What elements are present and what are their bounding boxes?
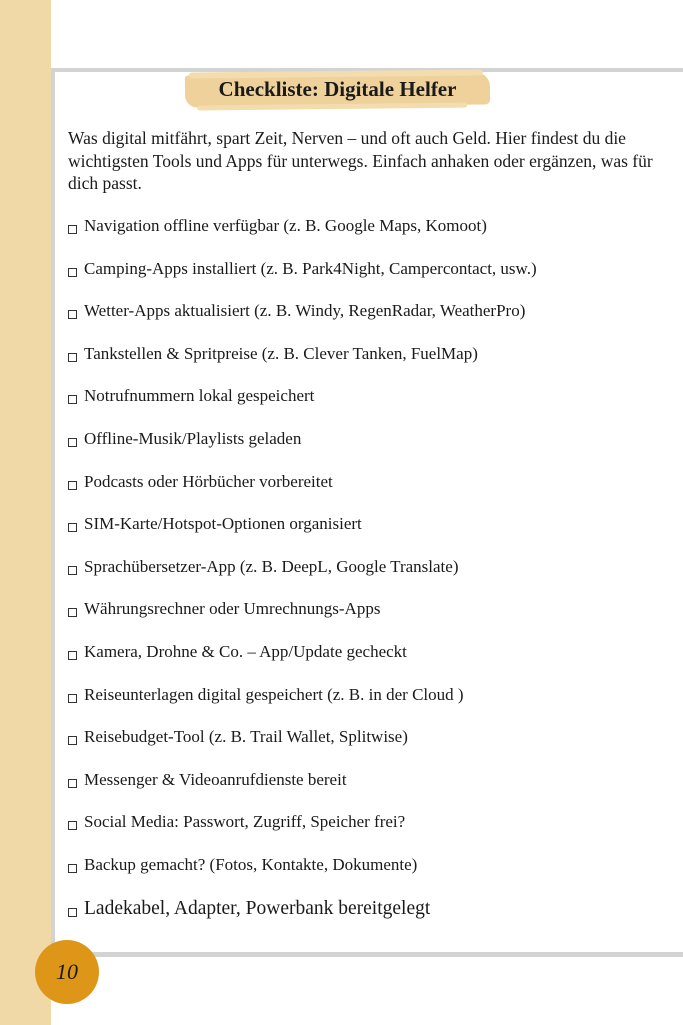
checklist-item-label: Reisebudget-Tool (z. B. Trail Wallet, Splitwise) <box>84 727 408 747</box>
checkbox-icon[interactable] <box>68 864 77 873</box>
checklist-item-label: Messenger & Videoanrufdienste bereit <box>84 769 347 789</box>
title-banner <box>185 70 490 110</box>
checkbox-icon[interactable] <box>68 608 77 617</box>
checklist-item-label: Camping-Apps installiert (z. B. Park4Night, Campercontact, usw.) <box>84 258 537 278</box>
checklist-item[interactable] <box>68 555 678 598</box>
checkbox-icon[interactable] <box>68 821 77 830</box>
checkbox-icon[interactable] <box>68 908 77 917</box>
checkbox-icon[interactable] <box>68 779 77 788</box>
checklist-item-label: Kamera, Drohne & Co. – App/Update gecheckt <box>84 641 407 661</box>
checkbox-icon[interactable] <box>68 395 77 404</box>
checkbox-icon[interactable] <box>68 736 77 745</box>
checklist-item-label: Währungsrechner oder Umrechnungs-Apps <box>84 599 381 619</box>
checklist-item-label: Podcasts oder Hörbücher vorbereitet <box>84 471 333 491</box>
page-number-badge <box>35 940 99 1004</box>
checklist-item[interactable] <box>68 640 678 683</box>
checkbox-icon[interactable] <box>68 353 77 362</box>
checklist-item[interactable] <box>68 214 678 257</box>
checklist-item-label: Notrufnummern lokal gespeichert <box>84 386 315 406</box>
checkbox-icon[interactable] <box>68 438 77 447</box>
checkbox-icon[interactable] <box>68 694 77 703</box>
page-number: 10 <box>56 959 78 984</box>
checklist-item-label: Wetter-Apps aktualisiert (z. B. Windy, RegenRadar, WeatherPro) <box>84 301 526 321</box>
checklist-item[interactable] <box>68 853 678 896</box>
checklist-item[interactable] <box>68 768 678 811</box>
checklist-item[interactable] <box>68 427 678 470</box>
checklist-item[interactable] <box>68 257 678 300</box>
checklist-item-label: Social Media: Passwort, Zugriff, Speicher frei? <box>84 812 406 832</box>
checklist-item[interactable] <box>68 470 678 513</box>
checklist <box>68 214 678 938</box>
checklist-item[interactable] <box>68 683 678 726</box>
page-title: Checkliste: Digitale Helfer <box>218 77 457 101</box>
checklist-item[interactable] <box>68 597 678 640</box>
intro-paragraph: Was digital mitfährt, spart Zeit, Nerven – und oft auch Geld. Hier findest du die wichtigsten Tools und Apps für unterwegs. Einfach anhaken oder ergänzen, was für dich passt. <box>68 128 653 193</box>
checkbox-icon[interactable] <box>68 225 77 234</box>
checklist-item[interactable] <box>68 384 678 427</box>
checklist-item-label: Offline-Musik/Playlists geladen <box>84 428 302 448</box>
checkbox-icon[interactable] <box>68 268 77 277</box>
checkbox-icon[interactable] <box>68 523 77 532</box>
checkbox-icon[interactable] <box>68 566 77 575</box>
checklist-item-label: Navigation offline verfügbar (z. B. Google Maps, Komoot) <box>84 216 487 235</box>
checklist-item-label: Ladekabel, Adapter, Powerbank bereitgelegt <box>84 897 431 919</box>
checklist-item-label: Sprachübersetzer-App (z. B. DeepL, Google Translate) <box>84 556 459 576</box>
checkbox-icon[interactable] <box>68 481 77 490</box>
checklist-item[interactable] <box>68 725 678 768</box>
checklist-item-label: Backup gemacht? (Fotos, Kontakte, Dokumente) <box>84 854 418 874</box>
checklist-item[interactable] <box>68 342 678 385</box>
frame-bottom-line <box>51 952 683 957</box>
checkbox-icon[interactable] <box>68 310 77 319</box>
frame-left-line <box>51 68 55 958</box>
checklist-item-label: Tankstellen & Spritpreise (z. B. Clever Tanken, FuelMap) <box>84 343 478 363</box>
checklist-item[interactable] <box>68 299 678 342</box>
checklist-item-label: Reiseunterlagen digital gespeichert (z. B. in der Cloud ) <box>84 684 464 704</box>
checklist-item[interactable] <box>68 512 678 555</box>
checklist-item[interactable] <box>68 896 678 939</box>
checklist-item[interactable] <box>68 810 678 853</box>
side-band <box>0 0 51 1025</box>
checklist-item-label: SIM-Karte/Hotspot-Optionen organisiert <box>84 514 362 534</box>
checkbox-icon[interactable] <box>68 651 77 660</box>
